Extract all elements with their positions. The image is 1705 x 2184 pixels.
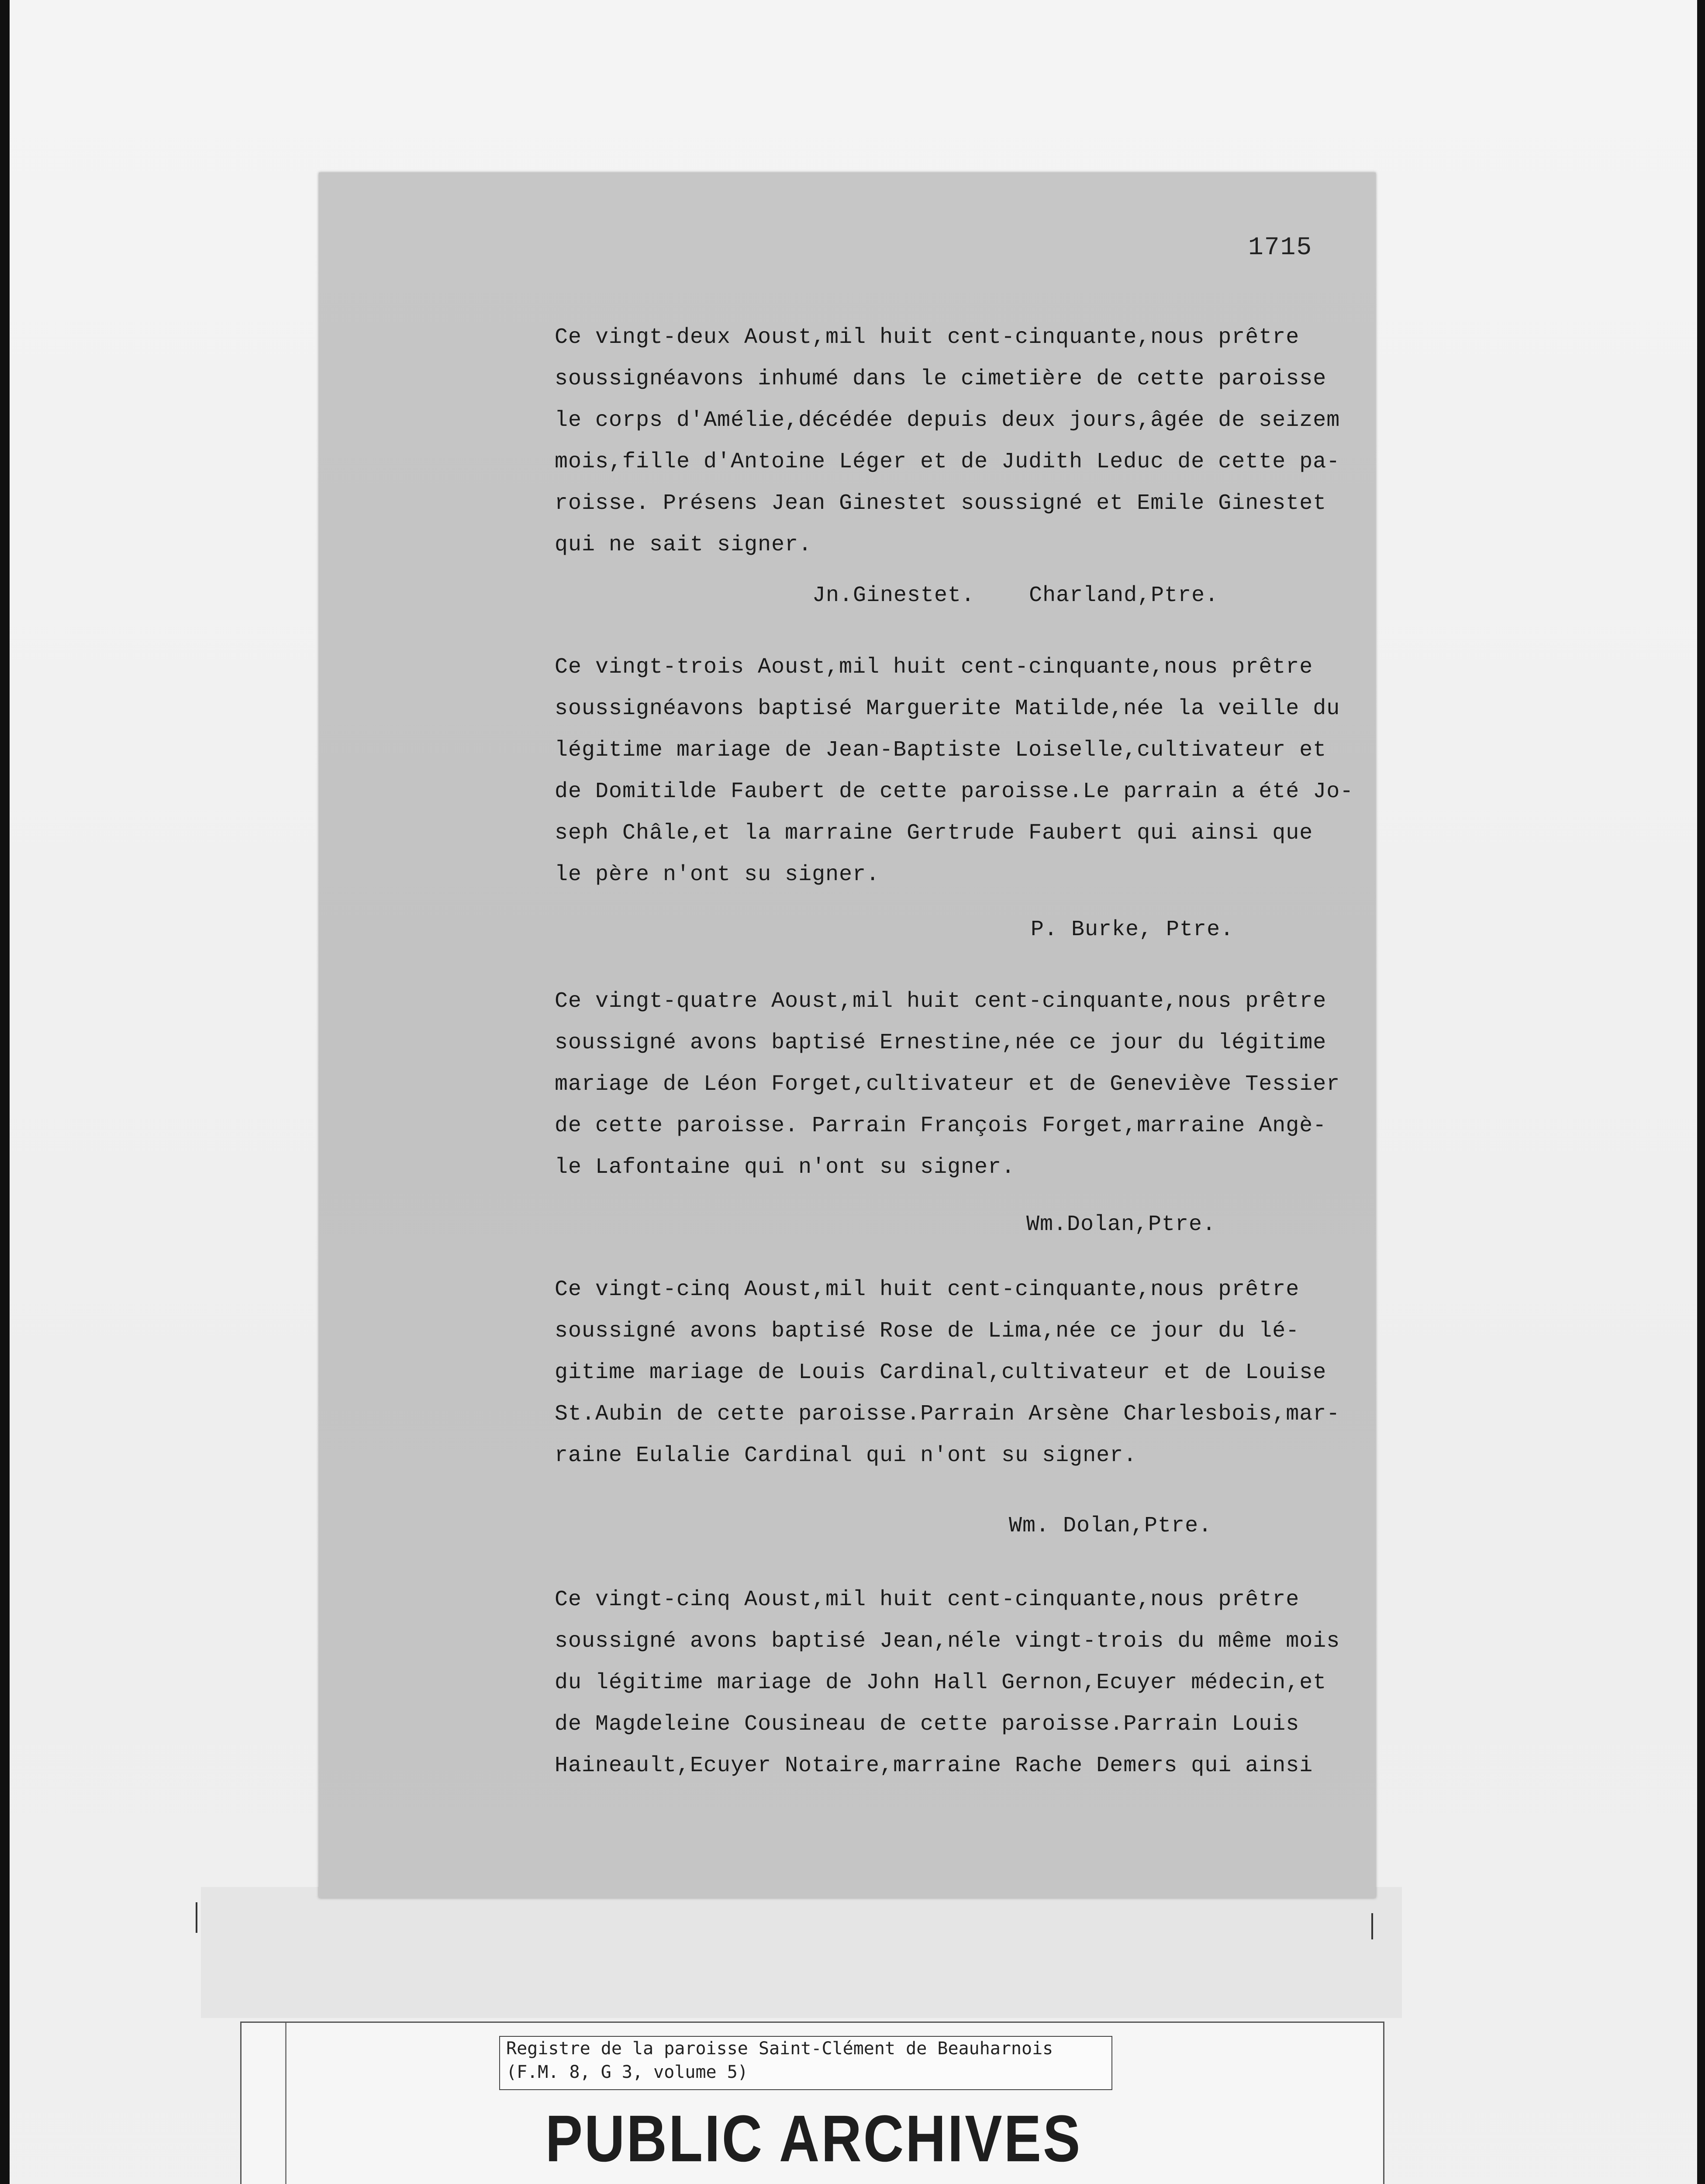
entry-4: [555, 1269, 1446, 1476]
entry-line: soussignéavons inhumé dans le cimetière de cette paroisse: [555, 366, 1327, 391]
entry-line: Ce vingt-cinq Aoust,mil huit cent-cinquante,nous prêtre: [555, 1277, 1300, 1302]
entry-3: [555, 981, 1446, 1188]
entry-line: Ce vingt-cinq Aoust,mil huit cent-cinquante,nous prêtre: [555, 1587, 1300, 1612]
entry-2: [555, 646, 1446, 895]
entry-line: roisse. Présens Jean Ginestet soussigné et Emile Ginestet: [555, 491, 1327, 516]
entry-line: le corps d'Amélie,décédée depuis deux jours,âgée de seizem: [555, 408, 1340, 433]
entry-line: le père n'ont su signer.: [555, 862, 880, 887]
signature: Wm.Dolan,Ptre.: [1026, 1212, 1216, 1237]
entry-line: de cette paroisse. Parrain François Forget,marraine Angè-: [555, 1113, 1327, 1138]
page-number: 1715: [1248, 234, 1313, 262]
entry-line: St.Aubin de cette paroisse.Parrain Arsène Charlesbois,mar-: [555, 1402, 1340, 1427]
film-edge-left: [0, 0, 10, 2184]
tape-strip: [201, 1887, 1402, 2018]
entry-line: raine Eulalie Cardinal qui n'ont su signer.: [555, 1443, 1137, 1468]
entry-line: mariage de Léon Forget,cultivateur et de Geneviève Tessier: [555, 1072, 1340, 1097]
register-page: [319, 173, 1376, 1898]
entry-line: soussigné avons baptisé Ernestine,née ce jour du légitime: [555, 1030, 1327, 1055]
entry-5: [555, 1579, 1446, 1787]
entry-line: seph Châle,et la marraine Gertrude Faubert qui ainsi que: [555, 821, 1313, 846]
entry-line: de Magdeleine Cousineau de cette paroisse.Parrain Louis: [555, 1712, 1300, 1737]
entry-line: le Lafontaine qui n'ont su signer.: [555, 1155, 1015, 1180]
entry-line: mois,fille d'Antoine Léger et de Judith Leduc de cette pa-: [555, 449, 1340, 474]
archives-label-card: [240, 2022, 1384, 2184]
entry-line: Ce vingt-deux Aoust,mil huit cent-cinquante,nous prêtre: [555, 325, 1300, 350]
crop-mark: [196, 1902, 197, 1933]
reference-line: Registre de la paroisse Saint-Clément de Beauharnois: [506, 2039, 1053, 2059]
signature: Wm. Dolan,Ptre.: [1009, 1514, 1212, 1538]
entry-line: Ce vingt-quatre Aoust,mil huit cent-cinquante,nous prêtre: [555, 989, 1327, 1014]
entry-1: [555, 317, 1446, 566]
entry-line: du légitime mariage de John Hall Gernon,Ecuyer médecin,et: [555, 1670, 1327, 1695]
entry-line: soussigné avons baptisé Jean,néle vingt-trois du même mois: [555, 1629, 1340, 1654]
entry-line: qui ne sait signer.: [555, 532, 812, 557]
reference-strip: [499, 2036, 1112, 2090]
entry-line: Haineault,Ecuyer Notaire,marraine Rache Demers qui ainsi: [555, 1753, 1313, 1778]
reference-line: (F.M. 8, G 3, volume 5): [506, 2062, 748, 2082]
entry-line: soussignéavons baptisé Marguerite Matilde,née la veille du: [555, 696, 1340, 721]
entry-line: légitime mariage de Jean-Baptiste Loiselle,cultivateur et: [555, 738, 1327, 763]
signature: Jn.Ginestet. Charland,Ptre.: [812, 583, 1219, 608]
entry-line: Ce vingt-trois Aoust,mil huit cent-cinquante,nous prêtre: [555, 655, 1313, 680]
archives-title-english: PUBLIC ARCHIVES: [545, 2102, 1082, 2176]
crop-mark: [1371, 1913, 1373, 1939]
entry-line: de Domitilde Faubert de cette paroisse.Le parrain a été Jo-: [555, 779, 1354, 804]
entry-line: gitime mariage de Louis Cardinal,cultivateur et de Louise: [555, 1360, 1327, 1385]
entry-line: soussigné avons baptisé Rose de Lima,née ce jour du lé-: [555, 1319, 1300, 1344]
film-edge-right: [1697, 0, 1705, 2184]
signature: P. Burke, Ptre.: [1031, 917, 1234, 942]
